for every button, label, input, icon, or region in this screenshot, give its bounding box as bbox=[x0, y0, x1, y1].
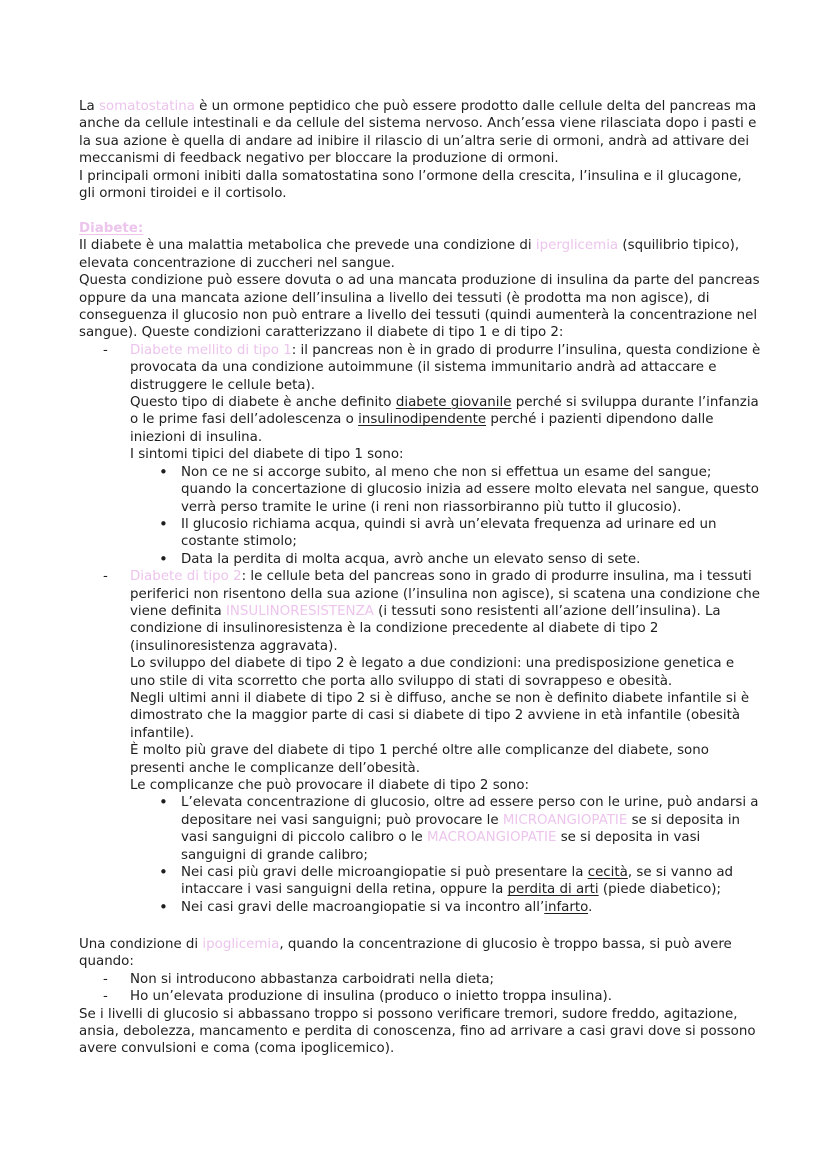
list-item bbox=[79, 864, 761, 899]
dash-marker: - bbox=[103, 971, 108, 987]
ipoglicemia-sintomi-paragraph: Se i livelli di glucosio si abbassano troppo si possono verificare tremori, sudore freddo, agitazione, ansia, debolezza, mancamento e perdita di conoscenza, fino ad arrivare a casi gravi dove si possono avere convulsioni e coma (coma ipoglicemico). bbox=[79, 1006, 756, 1057]
tipo1-paragraph-2 bbox=[130, 394, 761, 446]
diabete-section bbox=[79, 220, 761, 916]
highlight-term-tipo1: Diabete mellito di tipo 1 bbox=[130, 342, 292, 358]
section-heading-diabete: Diabete: bbox=[79, 221, 144, 236]
highlight-term-insulinoresistenza: INSULINORESISTENZA bbox=[225, 603, 374, 619]
list-item-text: Ho un’elevata produzione di insulina (produco o inietto troppa insulina). bbox=[130, 989, 613, 1005]
highlight-term-tipo2: Diabete di tipo 2 bbox=[130, 569, 242, 585]
underlined-term: infarto bbox=[544, 899, 589, 915]
highlight-term-iperglicemia: iperglicemia bbox=[535, 238, 619, 254]
underlined-term: diabete giovanile bbox=[395, 395, 512, 411]
somatostatina-section bbox=[79, 98, 761, 202]
list-item-text: Non si introducono abbastanza carboidrati nella dieta; bbox=[130, 971, 495, 987]
text-run: è un ormone peptidico che può essere prodotto dalle cellule delta del pancreas ma anche da cellule intestinali e da cellule del sistema nervoso. Anch’essa viene rilasciata dopo i pasti e la sua azione è quella di andare ad inibire il rilascio di un’altra serie di ormoni, andrà ad attivare dei meccanismi di feedback negativo per bloccare la produzione di ormoni. bbox=[79, 99, 757, 167]
list-item: • Il glucosio richiama acqua, quindi si avrà un’elevata frequenza ad urinare ed un costante stimolo; bbox=[79, 516, 761, 551]
tipo1-sintomi-intro: I sintomi tipici del diabete di tipo 1 sono: bbox=[130, 447, 404, 463]
text-run: Una condizione di bbox=[79, 937, 203, 952]
underlined-term: perdita di arti bbox=[507, 882, 599, 898]
somatostatina-paragraph bbox=[79, 98, 761, 168]
tipo1-definition bbox=[130, 342, 761, 394]
text-run: Nei casi gravi delle macroangiopatie si va incontro all’ bbox=[181, 899, 545, 915]
text-run: (i tessuti sono resistenti all’azione dell’insulina). La condizione di insulinoresistenza è la condizione precedente al diabete di tipo 2 (insulinoresistenza aggravata). bbox=[130, 603, 721, 654]
dash-marker: - bbox=[103, 569, 108, 585]
highlight-term-macroangiopatie: MACROANGIOPATIE bbox=[427, 830, 557, 846]
ipoglicemia-intro-paragraph bbox=[79, 936, 761, 971]
tipo2-complicanze-intro: Le complicanze che può provocare il diabete di tipo 2 sono: bbox=[130, 778, 530, 793]
text-run: perché i pazienti dipendono dalle iniezioni di insulina. bbox=[130, 412, 714, 445]
text-run: : le cellule beta del pancreas sono in grado di produrre insulina, ma i tessuti periferici non risentono della sua azione (l’insulina non agisce), si scatena una condizione che viene definita bbox=[130, 569, 760, 619]
highlight-term-microangiopatie: MICROANGIOPATIE bbox=[502, 812, 628, 828]
tipo1-sintomi-list bbox=[79, 464, 761, 568]
ormoni-inibiti-paragraph: I principali ormoni inibiti dalla somatostatina sono l’ormone della crescita, l’insulina e il glucagone, gli ormoni tiroidei e il cortisolo. bbox=[79, 168, 742, 202]
list-item: • Non ce ne si accorge subito, al meno che non si effettua un esame del sangue; quando la concertazione di glucosio inizia ad essere molto elevata nel sangue, questo verrà perso tramite le urine (i reni non riassorbiranno più tutto il glucosio). bbox=[79, 464, 761, 516]
text-run: Nei casi più gravi delle microangiopatie si può presentare la bbox=[181, 865, 588, 881]
text-run: (squilibrio tipico), elevata concentrazione di zuccheri nel sangue. bbox=[79, 238, 740, 271]
highlight-term-ipoglicemia: ipoglicemia bbox=[202, 937, 280, 952]
tipo2-complicanze-list bbox=[79, 794, 761, 916]
list-item bbox=[79, 794, 761, 864]
list-item bbox=[79, 899, 761, 916]
text-run: Il diabete è una malattia metabolica che prevede una condizione di bbox=[79, 238, 536, 254]
text-run: . bbox=[588, 899, 593, 915]
list-item bbox=[79, 971, 761, 988]
text-run: La bbox=[79, 99, 99, 114]
text-run: , se si vanno ad intaccare i vasi sanguigni della retina, oppure la bbox=[181, 865, 734, 898]
text-run: , quando la concentrazione di glucosio è troppo bassa, si può avere quando: bbox=[79, 937, 732, 970]
list-item-tipo2 bbox=[79, 568, 761, 794]
text-run: (piede diabetico); bbox=[598, 882, 722, 898]
text-run: perché si sviluppa durante l’infanzia o le prime fasi dell’adolescenza o bbox=[130, 395, 759, 428]
ipoglicemia-section bbox=[79, 936, 761, 1058]
text-run: se si deposita in vasi sanguigni di piccolo calibro o le bbox=[181, 812, 741, 846]
text-run: L’elevata concentrazione di glucosio, oltre ad essere perso con le urine, può andarsi a depositare nei vasi sanguigni; può provocare le bbox=[181, 795, 759, 828]
tipo2-paragraph-2: Lo sviluppo del diabete di tipo 2 è legato a due condizioni: una predisposizione genetica e uno stile di vita scorretto che porta allo sviluppo di stati di sovrappeso e obesità. bbox=[130, 656, 735, 689]
list-item: • Data la perdita di molta acqua, avrò anche un elevato senso di sete. bbox=[79, 551, 761, 568]
diabete-intro-paragraph bbox=[79, 237, 761, 272]
text-run: : il pancreas non è in grado di produrre l’insulina, questa condizione è provocata da una condizione autoimmune (il sistema immunitario andrà ad attaccare e distruggere le cellule beta). bbox=[130, 342, 761, 393]
text-run: Questo tipo di diabete è anche definito bbox=[130, 395, 396, 411]
underlined-term: cecità bbox=[587, 865, 628, 881]
tipo2-paragraph-4: È molto più grave del diabete di tipo 1 perché oltre alle complicanze del diabete, sono presenti anche le complicanze dell’obesità. bbox=[130, 743, 709, 776]
tipo2-paragraph-3: Negli ultimi anni il diabete di tipo 2 si è diffuso, anche se non è definito diabete infantile si è dimostrato che la maggior parte di casi si diabete di tipo 2 avviene in età infantile (obesità infantile). bbox=[130, 690, 750, 741]
dash-marker: - bbox=[103, 342, 108, 358]
highlight-term-somatostatina: somatostatina bbox=[98, 99, 195, 114]
underlined-term: insulinodipendente bbox=[358, 412, 487, 428]
diabete-cause-paragraph: Questa condizione può essere dovuta o ad una mancata produzione di insulina da parte del pancreas oppure da una mancata azione dell’insulina a livello dei tessuti (è prodotta ma non agisce), di conseguenza il glucosio non può entrare a livello dei tessuti (quindi aumenterà la concentrazione nel sangue). Queste condizioni caratterizzano il diabete di tipo 1 e di tipo 2: bbox=[79, 273, 760, 341]
list-item-tipo1 bbox=[79, 342, 761, 464]
tipo2-definition bbox=[130, 568, 761, 655]
dash-marker: - bbox=[103, 989, 108, 1005]
text-run: se si deposita in vasi sanguigni di grande calibro; bbox=[181, 830, 701, 863]
list-item bbox=[79, 988, 761, 1005]
